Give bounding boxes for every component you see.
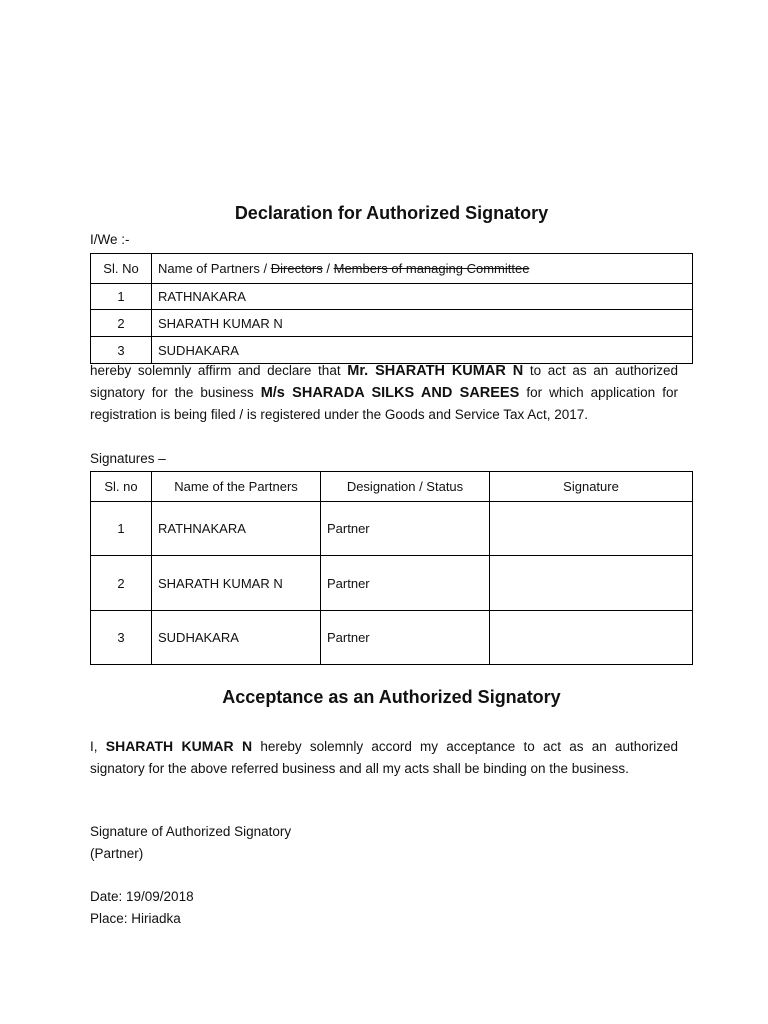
date-text: Date: 19/09/2018 bbox=[90, 889, 194, 904]
col-slno: Sl. no bbox=[91, 472, 152, 502]
col-name-committee: Members of managing Committee bbox=[333, 261, 530, 276]
intro-text: I/We :- bbox=[90, 232, 130, 247]
declaration-paragraph bbox=[90, 360, 678, 426]
acceptance-paragraph bbox=[90, 735, 678, 780]
row-name: SHARATH KUMAR N bbox=[152, 556, 321, 611]
table-row bbox=[91, 502, 693, 556]
para-part2: to act as an authorized signatory for the business bbox=[90, 363, 678, 400]
row-signature bbox=[490, 611, 693, 665]
row-sl: 1 bbox=[91, 502, 152, 556]
col-signature: Signature bbox=[490, 472, 693, 502]
signature-label: Signature of Authorized Signatory bbox=[90, 824, 292, 839]
row-name: RATHNAKARA bbox=[152, 284, 693, 310]
signatures-heading: Signatures – bbox=[90, 451, 166, 466]
row-designation: Partner bbox=[321, 611, 490, 665]
partners-table-header bbox=[91, 254, 693, 284]
row-sl: 1 bbox=[91, 284, 152, 310]
col-name-sep: / bbox=[326, 261, 330, 276]
acceptance-title: Acceptance as an Authorized Signatory bbox=[222, 687, 561, 707]
para-part1: hereby solemnly affirm and declare that bbox=[90, 363, 341, 378]
table-row bbox=[91, 556, 693, 611]
para-business: M/s SHARADA SILKS AND SAREES bbox=[260, 385, 520, 401]
signatures-table bbox=[90, 471, 693, 665]
acceptance-name: SHARATH KUMAR N bbox=[105, 738, 253, 754]
declaration-title: Declaration for Authorized Signatory bbox=[234, 203, 549, 223]
acceptance-prefix: I, bbox=[90, 739, 98, 754]
para-signatory: Mr. SHARATH KUMAR N bbox=[347, 363, 524, 379]
acceptance-text: hereby solemnly accord my acceptance to act as an authorized signatory for the above referred business and all my acts shall be binding on the business. bbox=[90, 739, 678, 776]
row-sl: 2 bbox=[91, 556, 152, 611]
place-text: Place: Hiriadka bbox=[90, 911, 181, 926]
signatory-role: (Partner) bbox=[90, 846, 144, 861]
row-sl: 3 bbox=[91, 611, 152, 665]
row-name: SHARATH KUMAR N bbox=[152, 310, 693, 337]
table-row bbox=[91, 611, 693, 665]
table-row bbox=[91, 284, 693, 310]
table-row bbox=[91, 310, 693, 337]
row-sl: 3 bbox=[91, 337, 152, 364]
col-name bbox=[152, 254, 693, 284]
row-signature bbox=[490, 556, 693, 611]
signatures-table-header bbox=[91, 472, 693, 502]
partners-table bbox=[90, 253, 693, 364]
col-designation: Designation / Status bbox=[321, 472, 490, 502]
row-name: SUDHAKARA bbox=[152, 337, 693, 364]
para-part3: for which application for registration is being filed / is registered under the Goods and Service Tax Act, 2017. bbox=[90, 385, 678, 422]
row-name: SUDHAKARA bbox=[152, 611, 321, 665]
row-sl: 2 bbox=[91, 310, 152, 337]
col-name-prefix: Name of Partners / bbox=[158, 261, 268, 276]
col-partner-name: Name of the Partners bbox=[152, 472, 321, 502]
col-slno: Sl. No bbox=[91, 254, 152, 284]
row-designation: Partner bbox=[321, 556, 490, 611]
row-signature bbox=[490, 502, 693, 556]
row-designation: Partner bbox=[321, 502, 490, 556]
row-name: RATHNAKARA bbox=[152, 502, 321, 556]
col-name-directors: Directors bbox=[270, 261, 323, 276]
